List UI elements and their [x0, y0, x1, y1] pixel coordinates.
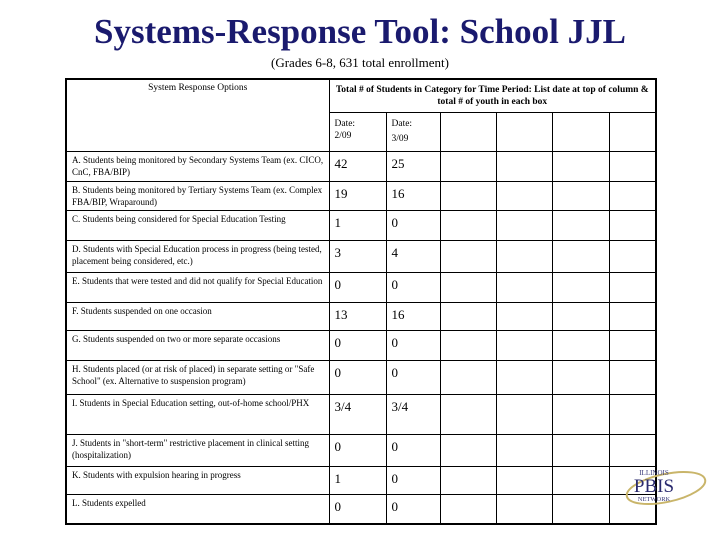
row-label: D. Students with Special Education process in progress (being tested, placement being considered, etc.) — [66, 240, 329, 272]
value-cell-empty[interactable] — [552, 360, 609, 394]
value-cell-empty[interactable] — [496, 272, 552, 302]
row-label: C. Students being considered for Special Education Testing — [66, 210, 329, 240]
value-cell-empty[interactable] — [440, 181, 496, 210]
table-row — [66, 434, 656, 466]
value-cell-empty[interactable] — [440, 240, 496, 272]
value-cell-empty[interactable] — [440, 394, 496, 434]
date-cell-empty[interactable] — [609, 112, 656, 151]
value-cell-empty[interactable] — [496, 394, 552, 434]
row-label: H. Students placed (or at risk of placed) in separate setting or "Safe School" (ex. Alternative to suspension program) — [66, 360, 329, 394]
table-row — [66, 466, 656, 494]
date-cell-empty[interactable] — [552, 112, 609, 151]
value-cell-empty[interactable] — [496, 151, 552, 181]
value-cell-date-2[interactable]: 16 — [386, 302, 440, 330]
value-cell-date-2[interactable]: 0 — [386, 434, 440, 466]
table-row — [66, 394, 656, 434]
value-cell-empty[interactable] — [496, 210, 552, 240]
value-cell-date-1[interactable]: 1 — [329, 210, 386, 240]
header-response-options: System Response Options — [66, 79, 329, 151]
value-cell-empty[interactable] — [440, 360, 496, 394]
table-row — [66, 272, 656, 302]
value-cell-empty[interactable] — [552, 466, 609, 494]
value-cell-date-2[interactable]: 0 — [386, 272, 440, 302]
value-cell-empty[interactable] — [440, 302, 496, 330]
value-cell-date-1[interactable]: 0 — [329, 272, 386, 302]
header-total-students: Total # of Students in Category for Time Period: List date at top of column & total # of youth in each box — [329, 79, 656, 112]
value-cell-empty[interactable] — [552, 302, 609, 330]
value-cell-date-1[interactable]: 0 — [329, 330, 386, 360]
row-label: E. Students that were tested and did not qualify for Special Education — [66, 272, 329, 302]
table-row — [66, 181, 656, 210]
row-label: B. Students being monitored by Tertiary Systems Team (ex. Complex FBA/BIP, Wraparound) — [66, 181, 329, 210]
row-label: A. Students being monitored by Secondary Systems Team (ex. CICO, CnC, FBA/BIP) — [66, 151, 329, 181]
value-cell-empty[interactable] — [609, 240, 656, 272]
value-cell-date-1[interactable]: 0 — [329, 434, 386, 466]
date-cell-2: Date: 3/09 — [386, 112, 440, 151]
table-row — [66, 494, 656, 524]
value-cell-date-1[interactable]: 42 — [329, 151, 386, 181]
row-label: G. Students suspended on two or more separate occasions — [66, 330, 329, 360]
value-cell-empty[interactable] — [496, 434, 552, 466]
value-cell-empty[interactable] — [496, 330, 552, 360]
value-cell-empty[interactable] — [609, 151, 656, 181]
value-cell-empty[interactable] — [552, 434, 609, 466]
value-cell-empty[interactable] — [496, 240, 552, 272]
row-label: F. Students suspended on one occasion — [66, 302, 329, 330]
row-label: J. Students in "short-term" restrictive placement in clinical setting (hospitalization) — [66, 434, 329, 466]
systems-response-table — [65, 78, 657, 525]
value-cell-date-2[interactable]: 0 — [386, 210, 440, 240]
svg-text:ILLINOIS: ILLINOIS — [639, 469, 669, 477]
value-cell-empty[interactable] — [609, 210, 656, 240]
value-cell-date-1[interactable]: 3 — [329, 240, 386, 272]
page-title: Systems-Response Tool: School JJL — [94, 12, 626, 51]
row-label: I. Students in Special Education setting, out-of-home school/PHX — [66, 394, 329, 434]
svg-text:NETWORK: NETWORK — [637, 496, 671, 503]
table-row — [66, 210, 656, 240]
value-cell-empty[interactable] — [552, 330, 609, 360]
value-cell-empty[interactable] — [609, 181, 656, 210]
page-subtitle: (Grades 6-8, 631 total enrollment) — [271, 55, 449, 70]
value-cell-date-2[interactable]: 16 — [386, 181, 440, 210]
svg-text:PBIS: PBIS — [633, 476, 675, 497]
value-cell-empty[interactable] — [440, 330, 496, 360]
value-cell-date-2[interactable]: 3/4 — [386, 394, 440, 434]
value-cell-empty[interactable] — [496, 181, 552, 210]
value-cell-empty[interactable] — [496, 466, 552, 494]
value-cell-date-2[interactable]: 0 — [386, 330, 440, 360]
value-cell-date-1[interactable]: 19 — [329, 181, 386, 210]
value-cell-date-1[interactable]: 0 — [329, 494, 386, 524]
date-cell-empty[interactable] — [440, 112, 496, 151]
value-cell-empty[interactable] — [440, 210, 496, 240]
value-cell-date-1[interactable]: 1 — [329, 466, 386, 494]
value-cell-empty[interactable] — [609, 360, 656, 394]
value-cell-empty[interactable] — [609, 272, 656, 302]
value-cell-empty[interactable] — [609, 302, 656, 330]
table-row — [66, 360, 656, 394]
value-cell-empty[interactable] — [552, 394, 609, 434]
value-cell-date-1[interactable]: 13 — [329, 302, 386, 330]
value-cell-empty[interactable] — [440, 151, 496, 181]
value-cell-empty[interactable] — [440, 466, 496, 494]
value-cell-date-1[interactable]: 0 — [329, 360, 386, 394]
value-cell-date-2[interactable]: 0 — [386, 494, 440, 524]
date-cell-1: Date: 2/09 — [329, 112, 386, 151]
value-cell-empty[interactable] — [440, 272, 496, 302]
value-cell-empty[interactable] — [440, 434, 496, 466]
row-label: L. Students expelled — [66, 494, 329, 524]
value-cell-date-2[interactable]: 0 — [386, 360, 440, 394]
value-cell-empty[interactable] — [552, 210, 609, 240]
value-cell-empty[interactable] — [552, 181, 609, 210]
value-cell-empty[interactable] — [496, 302, 552, 330]
value-cell-empty[interactable] — [496, 360, 552, 394]
table-row — [66, 302, 656, 330]
table-row — [66, 240, 656, 272]
value-cell-empty[interactable] — [552, 272, 609, 302]
value-cell-empty[interactable] — [609, 330, 656, 360]
row-label: K. Students with expulsion hearing in progress — [66, 466, 329, 494]
value-cell-date-1[interactable]: 3/4 — [329, 394, 386, 434]
value-cell-empty[interactable] — [609, 394, 656, 434]
value-cell-empty[interactable] — [440, 494, 496, 524]
illinois-pbis-network-logo — [618, 462, 708, 510]
value-cell-empty[interactable] — [552, 240, 609, 272]
value-cell-empty[interactable] — [552, 494, 609, 524]
date-cell-empty[interactable] — [496, 112, 552, 151]
table-row — [66, 330, 656, 360]
value-cell-date-2[interactable]: 4 — [386, 240, 440, 272]
value-cell-date-2[interactable]: 25 — [386, 151, 440, 181]
value-cell-empty[interactable] — [552, 151, 609, 181]
value-cell-empty[interactable] — [496, 494, 552, 524]
table-row — [66, 151, 656, 181]
value-cell-date-2[interactable]: 0 — [386, 466, 440, 494]
